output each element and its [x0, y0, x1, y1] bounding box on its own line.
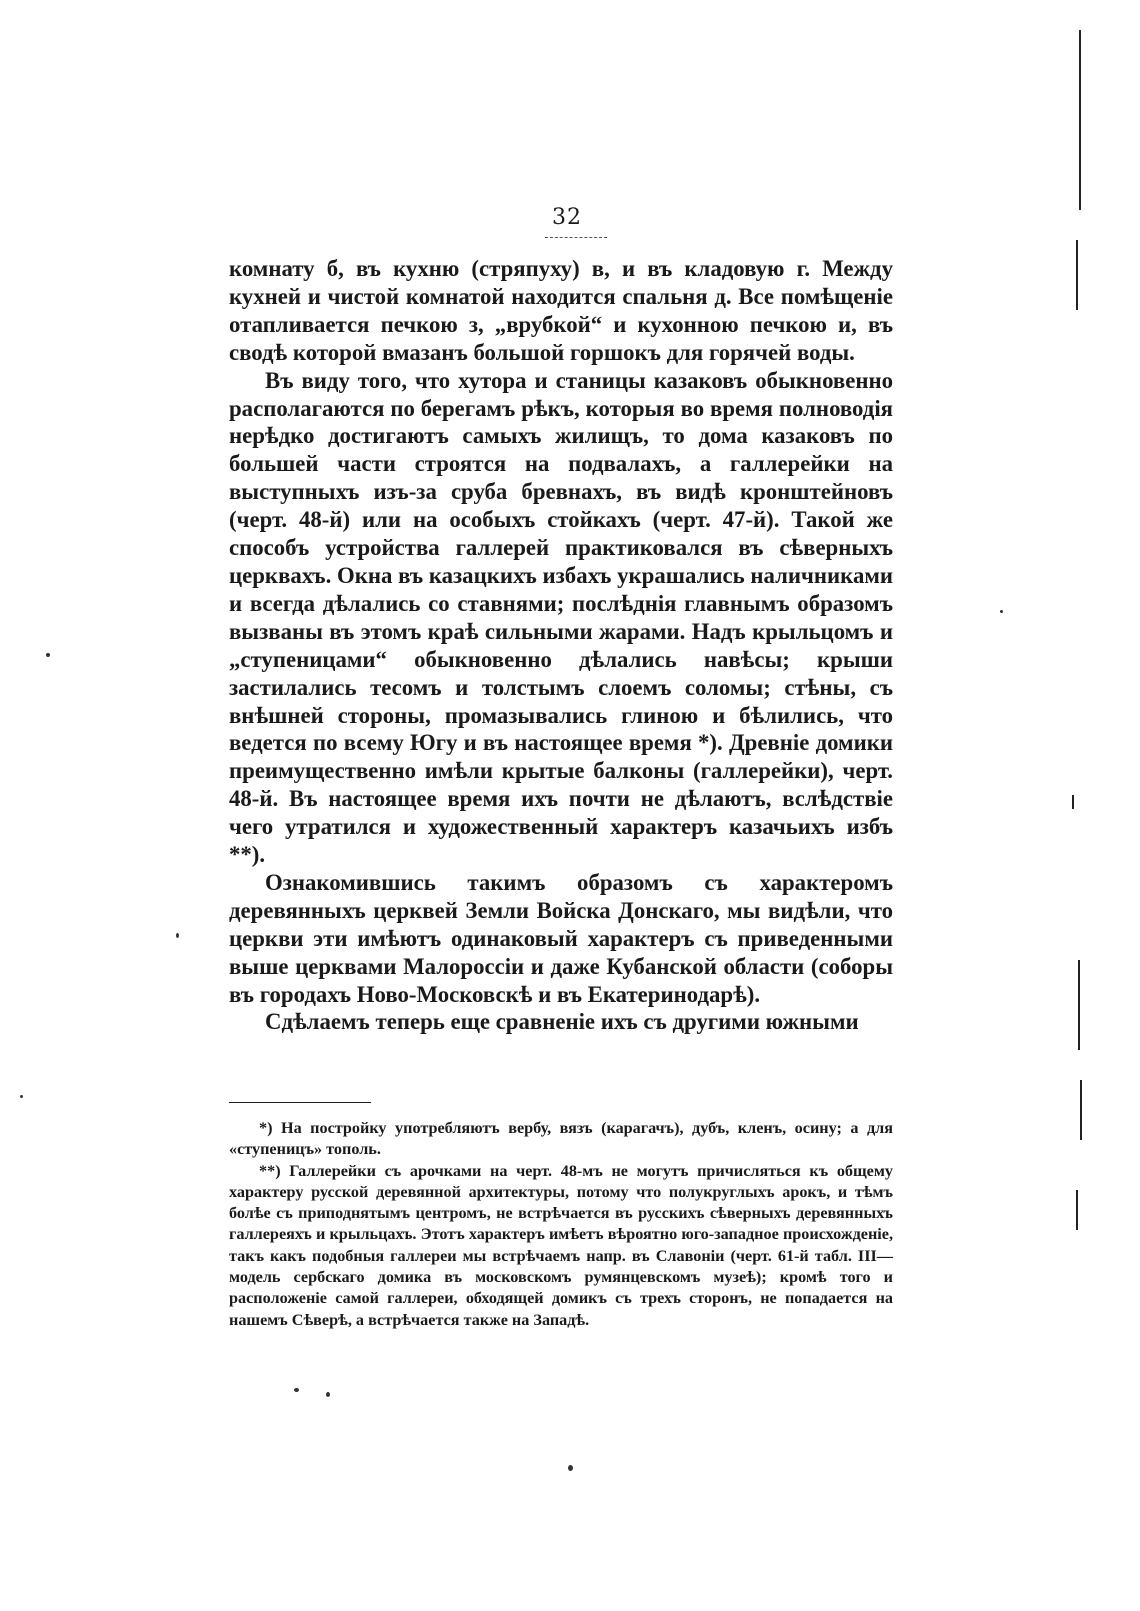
footnote: **) Галлерейки съ арочками на черт. 48-мъ не могутъ причисляться къ общему характеру русской деревянной архитектуры, потому что полукруглыхъ арокъ, и тѣмъ болѣе съ приподнятымъ центромъ, не встрѣчается въ русскихъ сѣверныхъ деревянныхъ галлереяхъ и крыльцахъ. Этотъ характеръ имѣетъ вѣроятно юго-западное происхожденіе, такъ какъ подобныя галлереи мы встрѣчаемъ напр. въ Славоніи (черт. 61-й табл. III—модель сербскаго домика въ московскомъ румянцевскомъ музеѣ); кромѣ того и расположеніе самой галлереи, обходящей домикъ съ трехъ сторонъ, не попадается на нашемъ Сѣверѣ, а встрѣчается также на Западѣ.	[229, 1161, 893, 1329]
scan-edge-line	[1076, 240, 1078, 310]
body-text	[229, 255, 893, 1036]
page-number-underline	[545, 237, 607, 238]
footnote-separator	[229, 1102, 371, 1103]
scan-speck	[46, 653, 50, 657]
footnote: *) На постройку употребляютъ вербу, вязъ (карагачъ), дубъ, кленъ, осину; а для «ступеницъ» тополь.	[229, 1119, 893, 1159]
scan-speck	[20, 1095, 23, 1098]
scan-edge-line	[1076, 1190, 1078, 1230]
page-number: 32	[552, 205, 582, 230]
scan-speck	[568, 1465, 573, 1471]
paragraph: комнату б, въ кухню (стряпуху) в, и въ кладовую г. Между кухней и чистой комнатой находится спальня д. Все помѣщеніе отапливается печкою з, „врубкой“ и кухонною печкою и, въ сводѣ которой вмазанъ большой горшокъ для горячей воды.	[229, 256, 893, 365]
scan-speck	[176, 933, 179, 938]
scan-speck	[326, 1392, 330, 1397]
paragraph: Ознакомившись такимъ образомъ съ характеромъ деревянныхъ церквей Земли Войска Донскаго, мы видѣли, что церкви эти имѣютъ одинаковый характеръ съ приведенными выше церквами Малороссіи и даже Кубанской области (соборы въ городахъ Ново-Московскѣ и въ Екатеринодарѣ).	[229, 869, 893, 1007]
footnotes	[229, 1118, 893, 1331]
scan-speck	[1000, 610, 1003, 613]
scan-edge-line	[1078, 960, 1080, 1050]
scan-edge-line	[1072, 795, 1074, 809]
scan-edge-line	[1080, 1080, 1082, 1140]
paragraph: Сдѣлаемъ теперь еще сравненіе ихъ съ другими южными	[265, 1009, 859, 1035]
scan-edge-line	[1079, 30, 1081, 210]
scan-speck	[294, 1388, 299, 1392]
paragraph: Въ виду того, что хутора и станицы казаковъ обыкновенно располагаются по берегамъ рѣкъ, которыя во время полноводія нерѣдко достигаютъ самыхъ жилищъ, то дома казаковъ по большей части строятся на подвалахъ, а галлерейки на выступныхъ изъ-за сруба бревнахъ, въ видѣ кронштейновъ (черт. 48-й) или на особыхъ стойкахъ (черт. 47-й). Такой же способъ устройства галлерей практиковался въ сѣверныхъ церквахъ. Окна въ казацкихъ избахъ украшались наличниками и всегда дѣлались со ставнями; послѣднія главнымъ образомъ вызваны въ этомъ краѣ сильными жарами. Надъ крыльцомъ и „ступеницами“ обыкновенно дѣлались навѣсы; крыши застилались тесомъ и толстымъ слоемъ соломы; стѣны, съ внѣшней стороны, промазывались глиною и бѣлились, что ведется по всему Югу и въ настоящее время *). Древніе домики преимущественно имѣли крытые балконы (галлерейки), черт. 48-й. Въ настоящее время ихъ почти не дѣлаютъ, вслѣдствіе чего утратился и художественный характеръ казачьихъ избъ **).	[229, 367, 894, 868]
